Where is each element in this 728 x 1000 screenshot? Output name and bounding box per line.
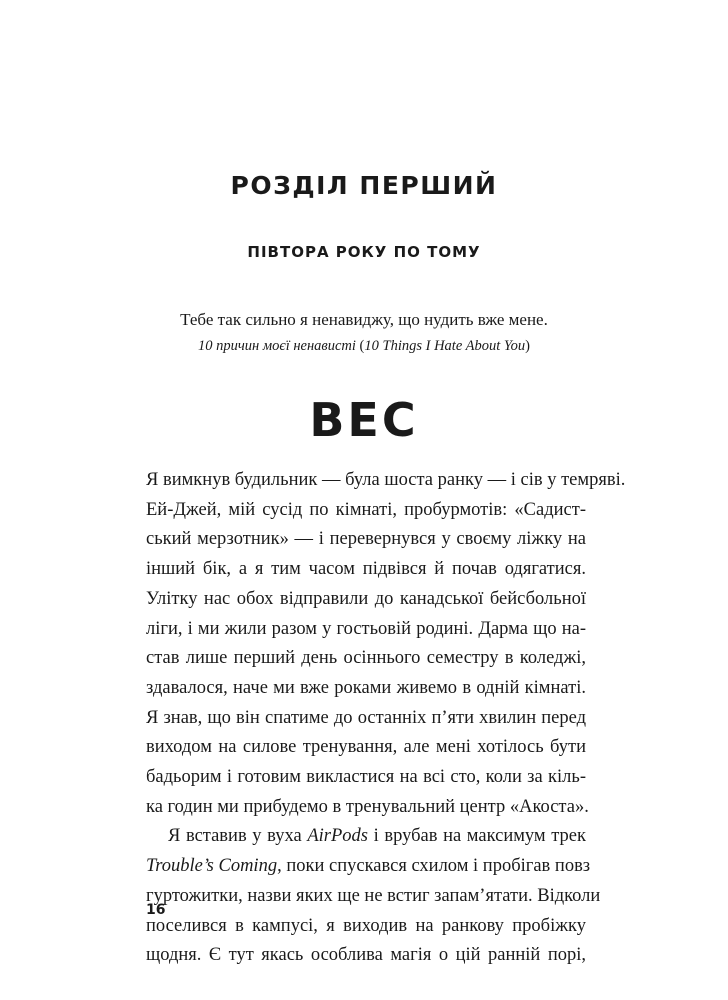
text-segment: Я вставив у вуха: [168, 826, 308, 847]
text-line: [146, 852, 591, 882]
text-line: бадьорим і готовим викластися на всі сто, коли за кіль-: [146, 767, 586, 788]
pov-heading: ВЕС: [309, 393, 419, 447]
text-line: Улітку нас обох відправили до канадської бейсбольної: [146, 588, 586, 609]
text-line: Я вимкнув будильник — була шоста ранку — і сів у темряві.: [146, 470, 626, 490]
epigraph-source-original: 10 Things I Hate About You: [364, 338, 526, 354]
text-segment: і врубав на максимум трек: [367, 826, 587, 847]
text-line: став лише перший день осіннього семестру в коледжі,: [146, 648, 586, 669]
text-line: [146, 822, 586, 852]
epigraph-quote: Тебе так сильно я ненавиджу, що нудить вже мене.: [180, 310, 548, 329]
body-text: [146, 466, 626, 971]
text-line: Ей-Джей, мій сусід по кімнаті, пробурмотів: «Садист-: [146, 499, 586, 520]
epigraph: [0, 306, 728, 358]
epigraph-source: [0, 334, 728, 358]
text-line: ський мерзотник» — і перевернувся у своєму ліжку на: [146, 529, 586, 550]
text-line: щодня. Є тут якась особлива магія о цій ранній порі,: [146, 945, 586, 966]
text-line: поселився в кампусі, я виходив на ранкову пробіжку: [146, 915, 586, 936]
chapter-label: РОЗДІЛ ПЕРШИЙ: [230, 171, 498, 200]
text-line: ліги, і ми жили разом у гостьовій родині. Дарма що на-: [146, 618, 586, 639]
text-line: ка годин ми прибудемо в тренувальний центр «Акоста».: [146, 796, 589, 817]
epigraph-paren-open: (: [355, 338, 365, 354]
text-line: виходом на силове тренування, але мені хотілось бути: [146, 737, 586, 758]
text-line: здавалося, наче ми вже роками живемо в одній кімнаті.: [146, 677, 586, 698]
epigraph-paren-close: ): [525, 338, 530, 354]
chapter-subtitle: ПІВТОРА РОКУ ПО ТОМУ: [247, 243, 481, 261]
page-number: 16: [146, 902, 166, 918]
text-line: Я знав, що він спатиме до останніх п’яти хвилин перед: [146, 707, 586, 728]
text-segment-italic: AirPods: [307, 826, 368, 847]
text-line: інший бік, а я тим часом підвівся й почав одягатися.: [146, 559, 586, 580]
text-segment-italic: Trouble’s Coming: [146, 856, 278, 877]
epigraph-source-title: 10 причин моєї ненависті: [198, 338, 356, 354]
text-line: гуртожитки, назви яких ще не встиг запам’ятати. Відколи: [146, 885, 601, 906]
text-segment: , поки спускався схилом і пробігав повз: [277, 856, 591, 877]
